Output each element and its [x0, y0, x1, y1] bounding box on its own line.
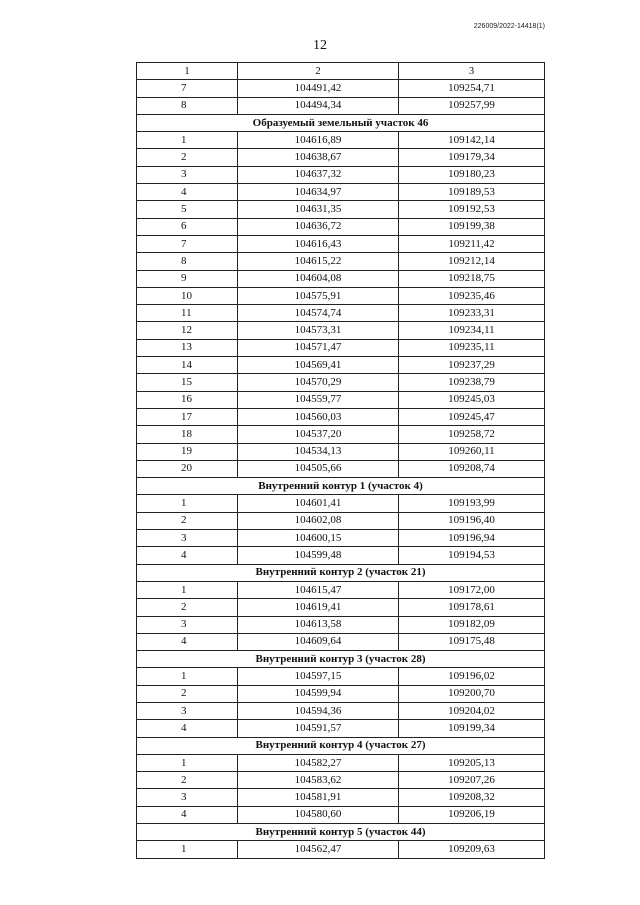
point-number: 4 [137, 184, 238, 201]
table-row [137, 132, 545, 149]
table-body [137, 63, 545, 859]
page-number: 12 [313, 38, 327, 53]
section-title-row [137, 824, 545, 841]
coordinate-x: 104609,64 [238, 633, 399, 650]
section-title-row [137, 564, 545, 581]
coordinate-y: 109194,53 [399, 547, 545, 564]
point-number: 14 [137, 357, 238, 374]
section-title: Внутренний контур 1 (участок 4) [137, 478, 545, 495]
coordinate-y: 109257,99 [399, 97, 545, 114]
coordinate-x: 104570,29 [238, 374, 399, 391]
coordinate-x: 104636,72 [238, 218, 399, 235]
point-number: 1 [137, 581, 238, 598]
coordinate-x: 104599,94 [238, 685, 399, 702]
coordinate-x: 104616,89 [238, 132, 399, 149]
coordinate-x: 104634,97 [238, 184, 399, 201]
coordinate-y: 109204,02 [399, 702, 545, 719]
header-cell-2: 2 [238, 63, 399, 80]
section-title: Внутренний контур 3 (участок 28) [137, 651, 545, 668]
coordinate-y: 109179,34 [399, 149, 545, 166]
coordinate-x: 104619,41 [238, 599, 399, 616]
table-row [137, 702, 545, 719]
coordinate-x: 104583,62 [238, 772, 399, 789]
table-row [137, 305, 545, 322]
point-number: 3 [137, 616, 238, 633]
coordinate-x: 104600,15 [238, 530, 399, 547]
coordinate-x: 104638,67 [238, 149, 399, 166]
table-row [137, 547, 545, 564]
table-row [137, 754, 545, 771]
table-row [137, 772, 545, 789]
coordinate-x: 104615,47 [238, 581, 399, 598]
coordinate-y: 109209,63 [399, 841, 545, 858]
point-number: 18 [137, 426, 238, 443]
table-row [137, 512, 545, 529]
table-row [137, 806, 545, 823]
coordinate-y: 109199,38 [399, 218, 545, 235]
coordinate-y: 109208,74 [399, 460, 545, 477]
coordinate-y: 109142,14 [399, 132, 545, 149]
point-number: 20 [137, 460, 238, 477]
coordinate-y: 109233,31 [399, 305, 545, 322]
table-row [137, 374, 545, 391]
table-row [137, 287, 545, 304]
table-row [137, 218, 545, 235]
point-number: 10 [137, 287, 238, 304]
point-number: 4 [137, 633, 238, 650]
coordinate-y: 109245,47 [399, 408, 545, 425]
coordinate-y: 109180,23 [399, 166, 545, 183]
point-number: 13 [137, 339, 238, 356]
coordinate-x: 104537,20 [238, 426, 399, 443]
point-number: 15 [137, 374, 238, 391]
coordinate-y: 109189,53 [399, 184, 545, 201]
table-row [137, 97, 545, 114]
coordinate-x: 104569,41 [238, 357, 399, 374]
coordinate-y: 109193,99 [399, 495, 545, 512]
point-number: 3 [137, 166, 238, 183]
coordinate-y: 109238,79 [399, 374, 545, 391]
point-number: 7 [137, 235, 238, 252]
point-number: 8 [137, 253, 238, 270]
coordinate-x: 104571,47 [238, 339, 399, 356]
coordinate-y: 109196,94 [399, 530, 545, 547]
coordinate-y: 109234,11 [399, 322, 545, 339]
coordinate-x: 104575,91 [238, 287, 399, 304]
point-number: 8 [137, 97, 238, 114]
coordinate-x: 104604,08 [238, 270, 399, 287]
point-number: 4 [137, 547, 238, 564]
coordinate-x: 104613,58 [238, 616, 399, 633]
coordinate-x: 104602,08 [238, 512, 399, 529]
point-number: 2 [137, 599, 238, 616]
header-cell-1: 1 [137, 63, 238, 80]
coordinate-x: 104637,32 [238, 166, 399, 183]
coordinate-y: 109199,34 [399, 720, 545, 737]
coordinate-y: 109218,75 [399, 270, 545, 287]
section-title-row [137, 737, 545, 754]
point-number: 3 [137, 789, 238, 806]
point-number: 2 [137, 772, 238, 789]
point-number: 3 [137, 530, 238, 547]
coordinate-y: 109235,11 [399, 339, 545, 356]
section-title-row [137, 114, 545, 131]
coordinate-y: 109258,72 [399, 426, 545, 443]
point-number: 16 [137, 391, 238, 408]
table-row [137, 166, 545, 183]
coordinate-x: 104615,22 [238, 253, 399, 270]
coordinate-y: 109182,09 [399, 616, 545, 633]
table-row [137, 357, 545, 374]
coordinate-x: 104580,60 [238, 806, 399, 823]
coordinate-x: 104631,35 [238, 201, 399, 218]
coordinate-y: 109237,29 [399, 357, 545, 374]
coordinate-x: 104505,66 [238, 460, 399, 477]
coordinate-x: 104599,48 [238, 547, 399, 564]
coordinate-x: 104573,31 [238, 322, 399, 339]
table-row [137, 339, 545, 356]
point-number: 1 [137, 495, 238, 512]
table-row [137, 201, 545, 218]
point-number: 7 [137, 80, 238, 97]
table-row [137, 581, 545, 598]
point-number: 2 [137, 512, 238, 529]
coordinate-x: 104581,91 [238, 789, 399, 806]
point-number: 6 [137, 218, 238, 235]
coordinates-table [136, 62, 545, 859]
section-title: Внутренний контур 2 (участок 21) [137, 564, 545, 581]
coordinate-x: 104594,36 [238, 702, 399, 719]
point-number: 1 [137, 132, 238, 149]
table-row [137, 616, 545, 633]
coordinate-x: 104616,43 [238, 235, 399, 252]
coordinate-y: 109208,32 [399, 789, 545, 806]
table-row [137, 235, 545, 252]
coordinate-y: 109175,48 [399, 633, 545, 650]
table-row [137, 789, 545, 806]
coordinate-y: 109254,71 [399, 80, 545, 97]
coordinate-x: 104574,74 [238, 305, 399, 322]
point-number: 1 [137, 668, 238, 685]
coordinate-x: 104494,34 [238, 97, 399, 114]
point-number: 17 [137, 408, 238, 425]
point-number: 4 [137, 720, 238, 737]
coordinate-y: 109192,53 [399, 201, 545, 218]
coordinate-x: 104601,41 [238, 495, 399, 512]
header-cell-3: 3 [399, 63, 545, 80]
point-number: 9 [137, 270, 238, 287]
section-title: Образуемый земельный участок 46 [137, 114, 545, 131]
table-row [137, 841, 545, 858]
table-row [137, 685, 545, 702]
coordinate-y: 109235,46 [399, 287, 545, 304]
coordinate-y: 109245,03 [399, 391, 545, 408]
table-header-row [137, 63, 545, 80]
coordinate-x: 104562,47 [238, 841, 399, 858]
table-row [137, 408, 545, 425]
coordinate-y: 109212,14 [399, 253, 545, 270]
coordinate-y: 109260,11 [399, 443, 545, 460]
point-number: 4 [137, 806, 238, 823]
point-number: 1 [137, 841, 238, 858]
coordinate-y: 109205,13 [399, 754, 545, 771]
coordinate-x: 104560,03 [238, 408, 399, 425]
point-number: 2 [137, 685, 238, 702]
section-title: Внутренний контур 5 (участок 44) [137, 824, 545, 841]
point-number: 19 [137, 443, 238, 460]
doc-id: 226009/2022-14418(1) [473, 23, 545, 30]
point-number: 1 [137, 754, 238, 771]
coordinate-x: 104534,13 [238, 443, 399, 460]
table-row [137, 460, 545, 477]
coordinate-y: 109207,26 [399, 772, 545, 789]
table-row [137, 495, 545, 512]
coordinate-y: 109196,40 [399, 512, 545, 529]
coordinate-x: 104559,77 [238, 391, 399, 408]
table-row [137, 443, 545, 460]
coordinate-x: 104591,57 [238, 720, 399, 737]
point-number: 11 [137, 305, 238, 322]
table-row [137, 391, 545, 408]
point-number: 3 [137, 702, 238, 719]
table-row [137, 599, 545, 616]
coordinate-y: 109211,42 [399, 235, 545, 252]
section-title: Внутренний контур 4 (участок 27) [137, 737, 545, 754]
table-row [137, 720, 545, 737]
table-row [137, 668, 545, 685]
section-title-row [137, 651, 545, 668]
point-number: 5 [137, 201, 238, 218]
table-row [137, 633, 545, 650]
coordinate-y: 109200,70 [399, 685, 545, 702]
table-row [137, 322, 545, 339]
coordinate-y: 109206,19 [399, 806, 545, 823]
table-row [137, 253, 545, 270]
point-number: 12 [137, 322, 238, 339]
table-row [137, 270, 545, 287]
coordinate-y: 109196,02 [399, 668, 545, 685]
table-row [137, 426, 545, 443]
table-row [137, 149, 545, 166]
point-number: 2 [137, 149, 238, 166]
coordinate-y: 109178,61 [399, 599, 545, 616]
table-row [137, 184, 545, 201]
coordinate-x: 104491,42 [238, 80, 399, 97]
table-row [137, 530, 545, 547]
section-title-row [137, 478, 545, 495]
coordinate-x: 104597,15 [238, 668, 399, 685]
coordinate-y: 109172,00 [399, 581, 545, 598]
table-row [137, 80, 545, 97]
coordinate-x: 104582,27 [238, 754, 399, 771]
